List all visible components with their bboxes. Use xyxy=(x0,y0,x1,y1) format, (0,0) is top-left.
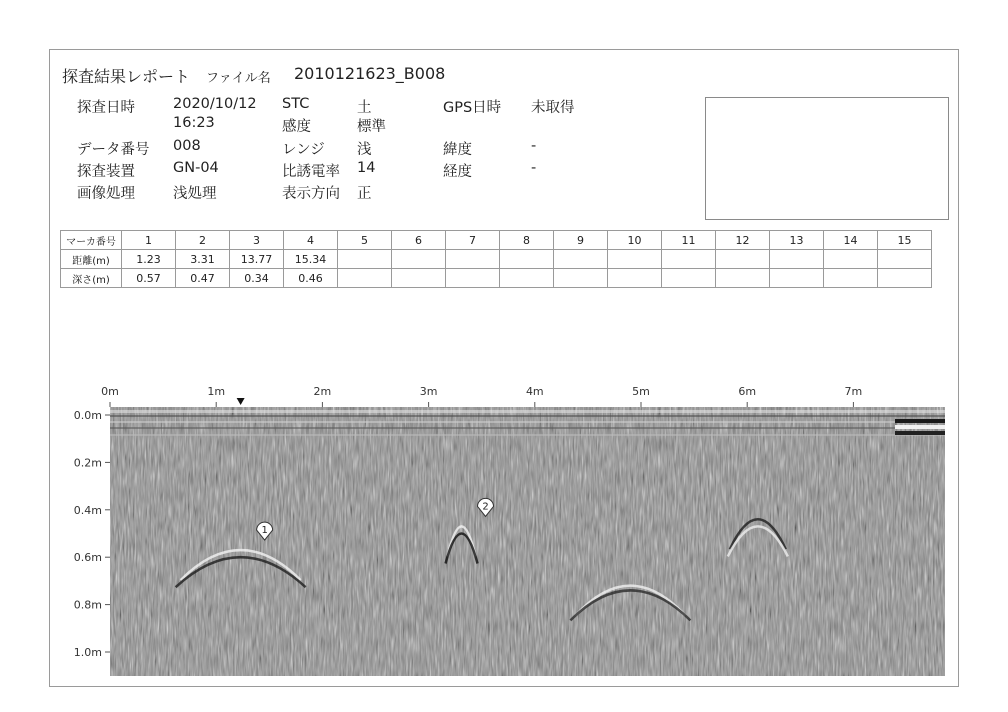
table-cell: 2 xyxy=(176,231,230,250)
table-cell xyxy=(608,250,662,269)
device-value: GN-04 xyxy=(173,160,219,176)
table-cell xyxy=(446,250,500,269)
y-tick-label: 0.8m xyxy=(73,598,102,612)
table-cell: 0.46 xyxy=(284,269,338,288)
surface-band xyxy=(110,427,945,429)
table-cell xyxy=(338,250,392,269)
table-cell xyxy=(770,250,824,269)
table-cell xyxy=(500,250,554,269)
table-cell: 13.77 xyxy=(230,250,284,269)
surface-band xyxy=(110,410,945,413)
stc-label: STC xyxy=(282,96,310,112)
table-cell: 6 xyxy=(392,231,446,250)
table-cell: 13 xyxy=(770,231,824,250)
surface-band xyxy=(110,415,945,417)
table-cell: 8 xyxy=(500,231,554,250)
table-cell: 0.47 xyxy=(176,269,230,288)
y-tick-label: 0.6m xyxy=(73,551,102,565)
permittivity-label: 比誘電率 xyxy=(282,164,340,180)
longitude-label: 経度 xyxy=(443,164,472,180)
table-cell xyxy=(716,269,770,288)
x-tick-label: 3m xyxy=(419,385,438,398)
survey-time-value: 16:23 xyxy=(173,115,215,131)
sensitivity-value: 標準 xyxy=(357,119,386,135)
table-cell: 14 xyxy=(824,231,878,250)
data-number-label: データ番号 xyxy=(77,142,150,158)
range-value: 浅 xyxy=(357,142,372,158)
table-cell xyxy=(824,250,878,269)
file-name-label: ファイル名 xyxy=(206,71,271,86)
x-tick-label: 6m xyxy=(738,385,757,398)
table-cell: 0.34 xyxy=(230,269,284,288)
table-cell xyxy=(824,269,878,288)
survey-date-value: 2020/10/12 xyxy=(173,96,257,112)
surface-band xyxy=(110,421,945,423)
table-cell xyxy=(392,250,446,269)
x-tick-label: 4m xyxy=(525,385,544,398)
row-header: 距離(m) xyxy=(61,250,122,269)
table-cell: 5 xyxy=(338,231,392,250)
table-cell: 3.31 xyxy=(176,250,230,269)
x-tick-label: 5m xyxy=(632,385,650,398)
report-sheet xyxy=(49,49,959,687)
file-name-value: 2010121623_B008 xyxy=(294,64,446,83)
direction-value: 正 xyxy=(357,186,372,202)
row-header: 深さ(m) xyxy=(61,269,122,288)
permittivity-value: 14 xyxy=(357,160,376,176)
table-cell xyxy=(392,269,446,288)
range-label: レンジ xyxy=(282,142,325,158)
table-cell: 15 xyxy=(878,231,932,250)
table-cell: 1 xyxy=(122,231,176,250)
report-title: 探査結果レポート xyxy=(62,67,191,86)
latitude-label: 緯度 xyxy=(443,142,472,158)
table-cell: 7 xyxy=(446,231,500,250)
table-cell xyxy=(554,269,608,288)
radar-chart xyxy=(50,370,955,682)
edge-reflection xyxy=(895,425,945,429)
table-cell: 0.57 xyxy=(122,269,176,288)
table-cell xyxy=(662,250,716,269)
device-label: 探査装置 xyxy=(77,164,135,180)
table-cell xyxy=(554,250,608,269)
gps-value: 未取得 xyxy=(531,100,575,116)
table-cell xyxy=(878,250,932,269)
table-cell xyxy=(608,269,662,288)
y-tick-label: 0.0m xyxy=(73,409,102,422)
marker-pin-label: 2 xyxy=(482,501,489,513)
row-header: マーカ番号 xyxy=(61,231,122,250)
stc-value: 土 xyxy=(357,100,372,116)
marker-number-row xyxy=(61,231,932,250)
cursor-marker xyxy=(237,398,245,405)
table-cell: 4 xyxy=(284,231,338,250)
edge-reflection xyxy=(895,419,945,423)
table-cell: 10 xyxy=(608,231,662,250)
table-cell xyxy=(770,269,824,288)
marker-pin-label: 1 xyxy=(261,525,268,537)
table-cell xyxy=(662,269,716,288)
y-tick-label: 0.4m xyxy=(73,503,102,517)
table-cell xyxy=(716,250,770,269)
x-tick-label: 0m xyxy=(101,385,119,398)
image-processing-value: 浅処理 xyxy=(173,186,217,202)
edge-reflection xyxy=(895,431,945,435)
radar-noise xyxy=(110,407,945,676)
sensitivity-label: 感度 xyxy=(282,119,311,135)
gps-label: GPS日時 xyxy=(443,100,502,116)
table-cell xyxy=(878,269,932,288)
latitude-value: - xyxy=(531,138,537,154)
depth-row xyxy=(61,269,932,288)
survey-datetime-label: 探査日時 xyxy=(77,100,135,116)
table-cell: 3 xyxy=(230,231,284,250)
y-tick-label: 1.0m xyxy=(73,646,102,659)
x-tick-label: 2m xyxy=(313,385,332,398)
image-processing-label: 画像処理 xyxy=(77,186,135,202)
table-cell: 1.23 xyxy=(122,250,176,269)
surface-band xyxy=(110,434,945,436)
data-number-value: 008 xyxy=(173,138,201,154)
preview-box xyxy=(705,97,949,220)
x-tick-label: 1m xyxy=(207,385,226,398)
table-cell: 11 xyxy=(662,231,716,250)
distance-row xyxy=(61,250,932,269)
longitude-value: - xyxy=(531,160,537,176)
table-cell: 15.34 xyxy=(284,250,338,269)
radar-panel xyxy=(50,370,955,686)
table-cell xyxy=(500,269,554,288)
table-cell xyxy=(338,269,392,288)
table-cell: 9 xyxy=(554,231,608,250)
y-tick-label: 0.2m xyxy=(73,456,102,470)
direction-label: 表示方向 xyxy=(282,186,340,202)
x-tick-label: 7m xyxy=(844,385,863,398)
table-cell: 12 xyxy=(716,231,770,250)
table-cell xyxy=(446,269,500,288)
marker-table xyxy=(60,230,932,288)
